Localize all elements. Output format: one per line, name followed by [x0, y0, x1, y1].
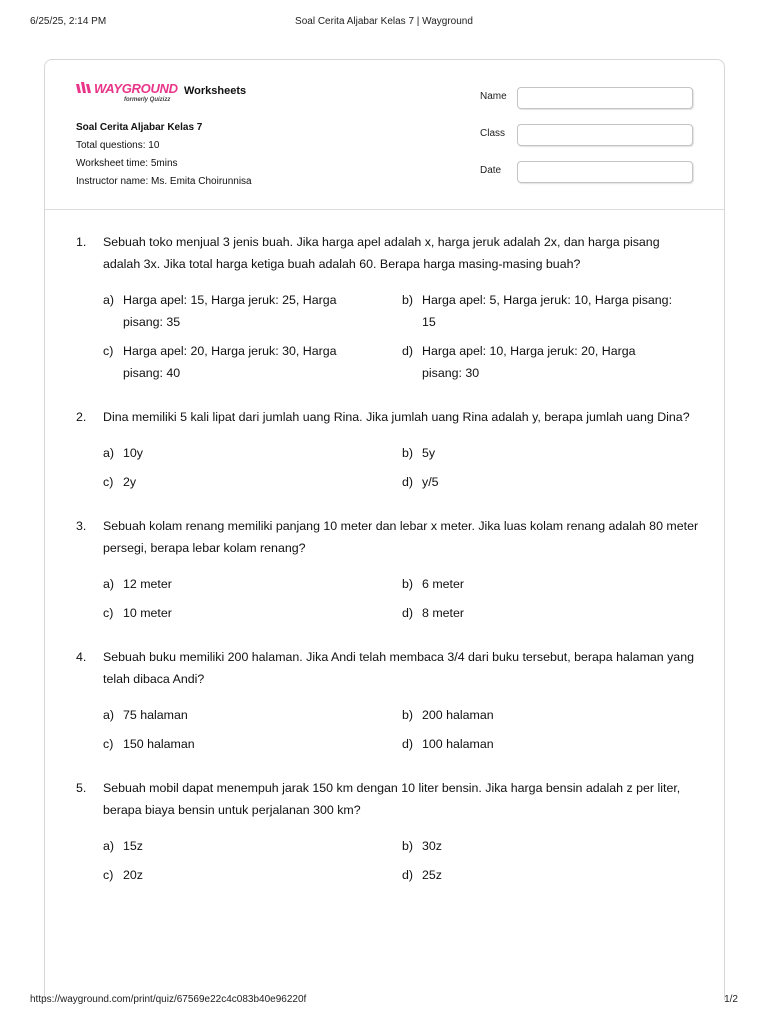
date-field-row [465, 161, 695, 183]
answer-option [103, 471, 402, 493]
worksheet-time: Worksheet time: 5mins [76, 158, 178, 169]
question-text: Sebuah mobil dapat menempuh jarak 150 km dengan 10 liter bensin. Jika harga bensin adalah z per liter, berapa biaya bensin untuk perjalanan 300 km? [103, 781, 681, 817]
option-text: y/5 [422, 475, 439, 489]
option-letter: d) [402, 868, 414, 882]
option-text: 8 meter [422, 606, 465, 620]
option-text: 200 halaman [422, 708, 494, 722]
answer-option [402, 442, 701, 464]
answer-option [103, 289, 402, 333]
option-row [103, 289, 703, 333]
option-text: 2y [123, 475, 137, 489]
option-text: 20z [123, 868, 143, 882]
answer-option [402, 471, 701, 493]
option-text: 10 meter [123, 606, 172, 620]
page-indicator: 1/2 [724, 994, 738, 1005]
option-letter: d) [402, 606, 414, 620]
option-letter: b) [402, 708, 414, 722]
option-text: 150 halaman [123, 737, 195, 751]
answer-option [402, 835, 701, 857]
option-text: Harga apel: 10, Harga jeruk: 20, Harga pisang: 30 [422, 344, 636, 380]
answer-option [402, 289, 701, 333]
option-text: Harga apel: 15, Harga jeruk: 25, Harga pisang: 35 [123, 293, 337, 329]
option-letter: b) [402, 446, 414, 460]
option-text: 10y [123, 446, 143, 460]
class-label: Class [480, 128, 506, 139]
worksheet-title: Soal Cerita Aljabar Kelas 7 [76, 122, 203, 133]
option-text: 100 halaman [422, 737, 494, 751]
answer-option [103, 340, 402, 384]
option-letter: c) [103, 606, 114, 620]
answer-option [402, 704, 701, 726]
question-text: Sebuah toko menjual 3 jenis buah. Jika harga apel adalah x, harga jeruk adalah 2x, dan harga pisang adalah 3x. Jika total harga ketiga buah adalah 60. Berapa harga masing-masing buah? [103, 235, 660, 271]
worksheet-card [44, 59, 725, 1000]
brand-name: WAYGROUND [94, 81, 178, 96]
option-grid [103, 442, 703, 493]
option-letter: b) [402, 577, 414, 591]
option-letter: a) [103, 577, 115, 591]
print-header [30, 16, 738, 30]
question-item [45, 406, 724, 493]
class-input[interactable] [517, 124, 693, 146]
worksheet-meta [76, 119, 252, 191]
option-row [103, 573, 703, 595]
option-text: 75 halaman [123, 708, 188, 722]
option-grid [103, 835, 703, 886]
option-text: 5y [422, 446, 436, 460]
answer-option [402, 864, 701, 886]
question-number: 3. [76, 519, 87, 533]
print-datetime: 6/25/25, 2:14 PM [30, 16, 107, 27]
class-field-row [465, 124, 695, 146]
question-text: Dina memiliki 5 kali lipat dari jumlah uang Rina. Jika jumlah uang Rina adalah y, berapa jumlah uang Dina? [103, 410, 690, 424]
option-letter: b) [402, 293, 414, 307]
option-row [103, 864, 703, 886]
option-row [103, 704, 703, 726]
question-list [45, 231, 724, 908]
question-item [45, 646, 724, 755]
print-url: https://wayground.com/print/quiz/67569e22c4c083b40e96220f [30, 994, 307, 1005]
brand-tagline: formerly Quizizz [124, 97, 171, 103]
answer-option [402, 340, 701, 384]
option-letter: c) [103, 737, 114, 751]
option-text: Harga apel: 20, Harga jeruk: 30, Harga pisang: 40 [123, 344, 337, 380]
option-row [103, 733, 703, 755]
option-text: 25z [422, 868, 442, 882]
answer-option [103, 864, 402, 886]
question-item [45, 231, 724, 384]
option-letter: a) [103, 446, 115, 460]
print-footer [30, 994, 738, 1008]
print-page-title: Soal Cerita Aljabar Kelas 7 | Wayground [295, 16, 473, 27]
answer-option [402, 733, 701, 755]
option-row [103, 602, 703, 624]
worksheets-label: Worksheets [184, 85, 247, 97]
name-input[interactable] [517, 87, 693, 109]
option-text: 15z [123, 839, 143, 853]
option-letter: a) [103, 839, 115, 853]
date-label: Date [480, 165, 502, 176]
option-letter: c) [103, 475, 114, 489]
instructor-name: Instructor name: Ms. Emita Choirunnisa [76, 176, 252, 187]
option-letter: a) [103, 293, 115, 307]
name-label: Name [480, 91, 507, 102]
answer-option [103, 733, 402, 755]
question-number: 2. [76, 410, 87, 424]
option-grid [103, 289, 703, 384]
logo-mark-icon [76, 82, 92, 94]
question-number: 5. [76, 781, 87, 795]
worksheet-header [45, 60, 724, 210]
option-text: 12 meter [123, 577, 172, 591]
option-row [103, 835, 703, 857]
question-text: Sebuah kolam renang memiliki panjang 10 meter dan lebar x meter. Jika luas kolam renang adalah 80 meter persegi, berapa lebar kolam renang? [103, 519, 699, 555]
option-grid [103, 704, 703, 755]
option-row [103, 471, 703, 493]
answer-option [103, 704, 402, 726]
option-row [103, 442, 703, 464]
option-letter: d) [402, 475, 414, 489]
option-letter: d) [402, 737, 414, 751]
question-item [45, 515, 724, 624]
option-text: Harga apel: 5, Harga jeruk: 10, Harga pisang: 15 [422, 293, 673, 329]
option-grid [103, 573, 703, 624]
option-letter: c) [103, 344, 114, 358]
option-letter: d) [402, 344, 414, 358]
date-input[interactable] [517, 161, 693, 183]
wayground-logo [76, 81, 178, 109]
option-letter: b) [402, 839, 414, 853]
answer-option [402, 602, 701, 624]
answer-option [103, 442, 402, 464]
brand-row [76, 81, 336, 111]
option-text: 6 meter [422, 577, 465, 591]
question-text: Sebuah buku memiliki 200 halaman. Jika Andi telah membaca 3/4 dari buku tersebut, berapa halaman yang telah dibaca Andi? [103, 650, 694, 686]
answer-option [103, 573, 402, 595]
option-letter: a) [103, 708, 115, 722]
name-field-row [465, 87, 695, 109]
answer-option [103, 602, 402, 624]
total-questions: Total questions: 10 [76, 140, 160, 151]
question-number: 1. [76, 235, 87, 249]
answer-option [402, 573, 701, 595]
option-row [103, 340, 703, 384]
question-number: 4. [76, 650, 87, 664]
option-text: 30z [422, 839, 442, 853]
question-item [45, 777, 724, 886]
answer-option [103, 835, 402, 857]
option-letter: c) [103, 868, 114, 882]
